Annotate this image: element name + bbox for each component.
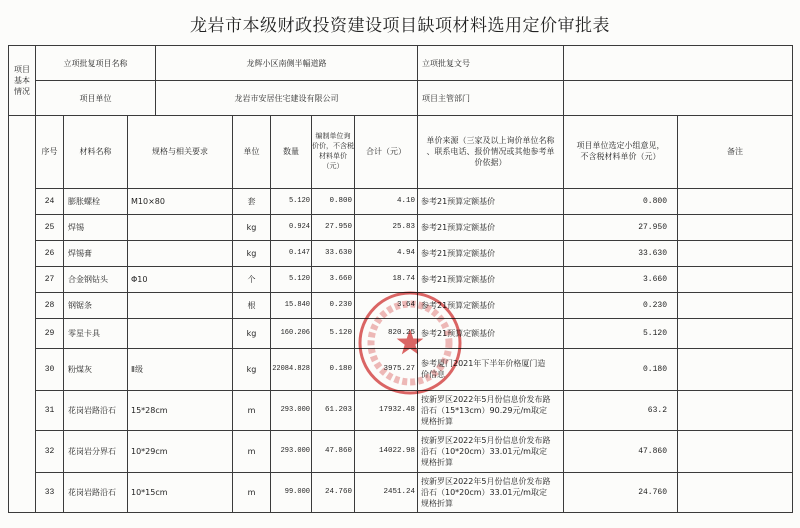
header-quote-price-line: 价价，不含税 [312, 142, 354, 151]
header-approved-price-line: 不含税材料单价（元） [580, 152, 661, 162]
row-seq: 33 [36, 472, 64, 512]
header-price-source [418, 115, 564, 188]
row-price-source: 参考21预算定额基价 [418, 318, 564, 348]
row-total: 17932.48 [355, 390, 418, 430]
table-header-row [9, 115, 793, 188]
row-material-name: 花岗岩路沿石 [64, 390, 128, 430]
row-quote-price: 0.180 [312, 348, 355, 390]
row-seq: 31 [36, 390, 64, 430]
row-remark [678, 348, 793, 390]
row-quantity: 293.000 [271, 430, 312, 472]
row-quote-price: 0.800 [312, 188, 355, 214]
row-remark [678, 214, 793, 240]
row-quote-price: 61.203 [312, 390, 355, 430]
header-price-source-line: 单价来源（三家及以上询价单位名称 [426, 135, 555, 145]
header-total: 合计（元） [355, 115, 418, 188]
row-unit: 根 [233, 292, 271, 318]
row-quote-price: 3.660 [312, 266, 355, 292]
row-spec [128, 240, 233, 266]
info-row-project-name [9, 46, 793, 81]
row-unit: 个 [233, 266, 271, 292]
approval-number-value [564, 46, 793, 81]
row-seq: 26 [36, 240, 64, 266]
row-quantity: 293.000 [271, 390, 312, 430]
header-price-source-line: 价依据） [474, 157, 507, 167]
row-remark [678, 266, 793, 292]
row-quote-price: 0.230 [312, 292, 355, 318]
row-spec [128, 318, 233, 348]
project-name-label: 立项批复项目名称 [36, 46, 156, 81]
row-spec [128, 214, 233, 240]
row-seq: 28 [36, 292, 64, 318]
row-material-name: 粉煤灰 [64, 348, 128, 390]
header-unit: 单位 [233, 115, 271, 188]
row-approved-price: 63.2 [564, 390, 678, 430]
row-quantity: 5.120 [271, 188, 312, 214]
row-price-source: 参考21预算定额基价 [418, 188, 564, 214]
header-approved-price-line: 项目单位选定小组意见， [576, 141, 665, 151]
row-spec: 15*28cm [128, 390, 233, 430]
row-quote-price: 24.760 [312, 472, 355, 512]
row-quote-price: 27.950 [312, 214, 355, 240]
header-remark: 备注 [678, 115, 793, 188]
row-total: 3.64 [355, 292, 418, 318]
project-info-table [8, 45, 793, 116]
row-spec: 10*29cm [128, 430, 233, 472]
row-quantity: 0.924 [271, 214, 312, 240]
row-material-name: 钢锯条 [64, 292, 128, 318]
seal-star-icon [397, 329, 424, 354]
header-quote-price-line: 编制单位询 [315, 132, 351, 141]
row-seq: 25 [36, 214, 64, 240]
row-approved-price: 27.950 [564, 214, 678, 240]
row-unit: m [233, 472, 271, 512]
header-quantity: 数量 [271, 115, 312, 188]
row-remark [678, 430, 793, 472]
header-quote-price [312, 115, 355, 188]
row-remark [678, 318, 793, 348]
row-remark [678, 240, 793, 266]
row-unit: m [233, 390, 271, 430]
row-spec: Φ10 [128, 266, 233, 292]
row-total: 820.25 [355, 318, 418, 348]
row-approved-price: 0.230 [564, 292, 678, 318]
row-total: 14022.98 [355, 430, 418, 472]
row-material-name: 焊锡膏 [64, 240, 128, 266]
row-approved-price: 33.630 [564, 240, 678, 266]
header-quote-price-line: 材料单价 [319, 152, 347, 161]
row-total: 3975.27 [355, 348, 418, 390]
supervising-dept-label: 项目主管部门 [418, 81, 564, 116]
row-total: 18.74 [355, 266, 418, 292]
project-name-value: 龙辉小区南侧半幅道路 [156, 46, 418, 81]
row-price-source: 参考21预算定额基价 [418, 266, 564, 292]
row-remark [678, 292, 793, 318]
table-row [9, 430, 793, 472]
row-quantity: 99.000 [271, 472, 312, 512]
row-unit: kg [233, 240, 271, 266]
row-spec: 10*15cm [128, 472, 233, 512]
row-material-name: 花岗岩分界石 [64, 430, 128, 472]
row-seq: 27 [36, 266, 64, 292]
header-approved-price [564, 115, 678, 188]
section-label-basic-info: 项目基本情况 [9, 46, 36, 116]
row-seq: 32 [36, 430, 64, 472]
row-approved-price: 24.760 [564, 472, 678, 512]
header-quote-price-line: （元） [322, 162, 344, 171]
row-material-name: 零星卡具 [64, 318, 128, 348]
row-seq: 24 [36, 188, 64, 214]
row-quantity: 15.840 [271, 292, 312, 318]
document-title: 龙岩市本级财政投资建设项目缺项材料选用定价审批表 [190, 16, 610, 36]
row-spec [128, 292, 233, 318]
row-quantity: 0.147 [271, 240, 312, 266]
project-unit-value: 龙岩市安居住宅建设有限公司 [156, 81, 418, 116]
row-unit: kg [233, 214, 271, 240]
row-spec: M10×80 [128, 188, 233, 214]
row-unit: kg [233, 318, 271, 348]
row-price-source: 参考21预算定额基价 [418, 240, 564, 266]
header-seq: 序号 [36, 115, 64, 188]
supervising-dept-value [564, 81, 793, 116]
row-material-name: 膨胀螺栓 [64, 188, 128, 214]
row-seq: 29 [36, 318, 64, 348]
row-price-source: 参考21预算定额基价 [418, 214, 564, 240]
project-unit-label: 项目单位 [36, 81, 156, 116]
table-row [9, 188, 793, 214]
info-row-project-unit [9, 81, 793, 116]
row-quantity: 5.120 [271, 266, 312, 292]
row-price-source: 参考厦门2021年下半年价格厦门造价信息 [418, 348, 564, 390]
row-approved-price: 0.180 [564, 348, 678, 390]
table-row [9, 240, 793, 266]
row-quote-price: 33.630 [312, 240, 355, 266]
row-remark [678, 390, 793, 430]
row-unit: 套 [233, 188, 271, 214]
row-approved-price: 47.860 [564, 430, 678, 472]
company-seal-stamp [355, 288, 465, 398]
row-remark [678, 188, 793, 214]
row-price-source: 按新罗区2022年5月份信息价发布路沿石（10*20cm）33.01元/m取定规格折算 [418, 430, 564, 472]
table-row [9, 472, 793, 512]
row-approved-price: 3.660 [564, 266, 678, 292]
header-material-name: 材料名称 [64, 115, 128, 188]
row-total: 4.10 [355, 188, 418, 214]
row-total: 4.94 [355, 240, 418, 266]
row-material-name: 焊锡 [64, 214, 128, 240]
row-price-source: 参考21预算定额基价 [418, 292, 564, 318]
row-spec: Ⅱ级 [128, 348, 233, 390]
row-total: 25.83 [355, 214, 418, 240]
row-quantity: 22084.828 [271, 348, 312, 390]
row-approved-price: 5.120 [564, 318, 678, 348]
row-price-source: 按新罗区2022年5月份信息价发布路沿石（15*13cm）90.29元/m取定规格折算 [418, 390, 564, 430]
left-margin-column [9, 115, 36, 512]
row-approved-price: 0.800 [564, 188, 678, 214]
row-seq: 30 [36, 348, 64, 390]
header-price-source-line: 、联系电话、报价情况或其他参考单 [426, 146, 555, 156]
row-quote-price: 47.860 [312, 430, 355, 472]
row-material-name: 花岗岩路沿石 [64, 472, 128, 512]
table-row [9, 214, 793, 240]
row-quantity: 160.206 [271, 318, 312, 348]
row-quote-price: 5.120 [312, 318, 355, 348]
row-price-source: 按新罗区2022年5月份信息价发布路沿石（10*20cm）33.01元/m取定规格折算 [418, 472, 564, 512]
row-total: 2451.24 [355, 472, 418, 512]
row-material-name: 合金钢钻头 [64, 266, 128, 292]
row-unit: kg [233, 348, 271, 390]
row-unit: m [233, 430, 271, 472]
approval-number-label: 立项批复文号 [418, 46, 564, 81]
header-spec: 规格与相关要求 [128, 115, 233, 188]
row-remark [678, 472, 793, 512]
